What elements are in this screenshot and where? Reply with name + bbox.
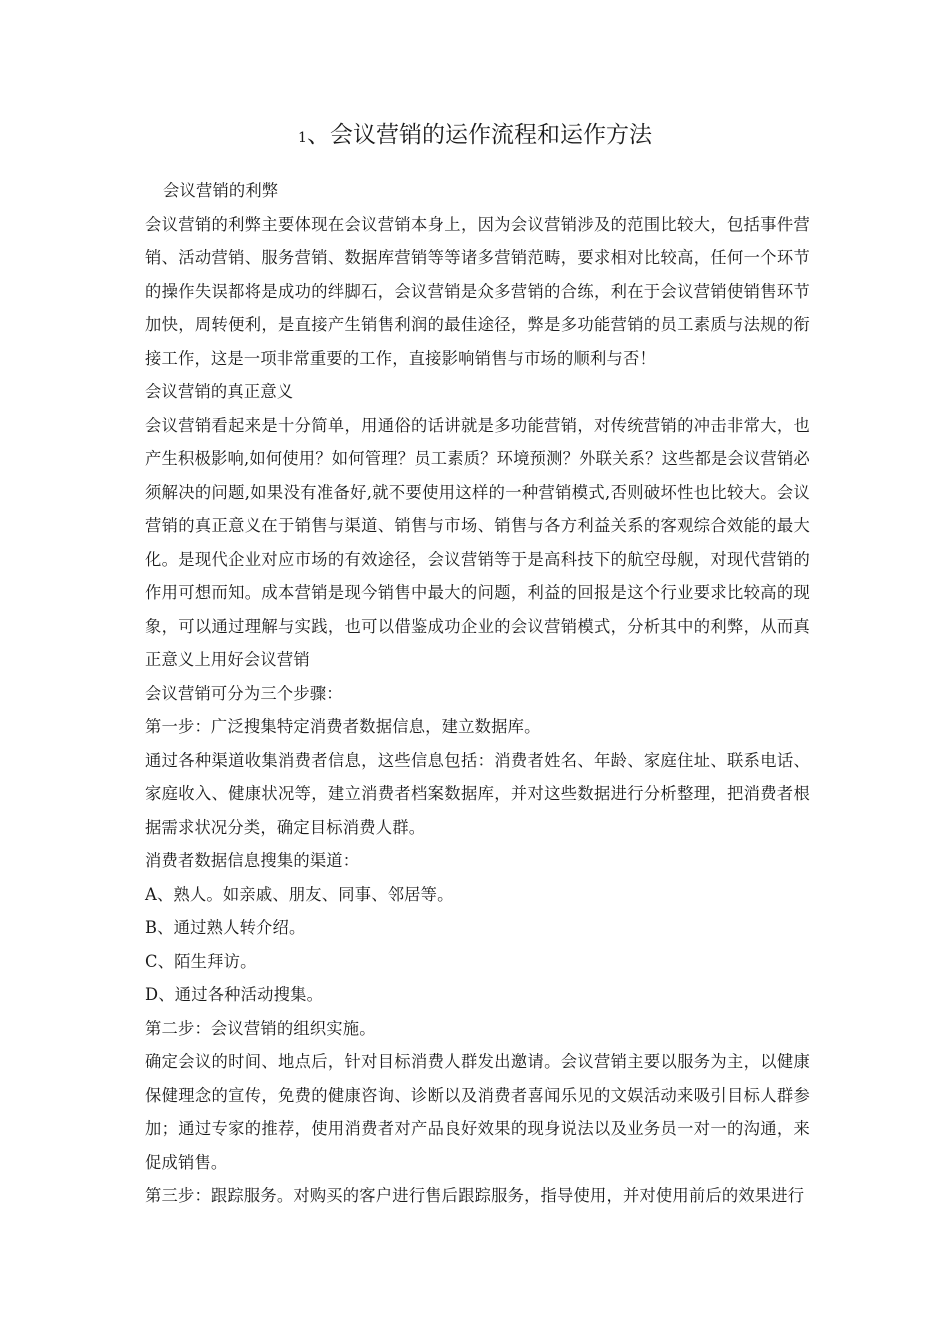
section-heading-pros-cons: 会议营销的利弊 [163, 181, 279, 200]
step-one-heading: 第一步：广泛搜集特定消费者数据信息，建立数据库。 [145, 717, 541, 736]
document-body [145, 174, 810, 1213]
paragraph-pros-cons: 会议营销的利弊主要体现在会议营销本身上，因为会议营销涉及的范围比较大，包括事件营销、活动营销、服务营销、数据库营销等等诸多营销范畴，要求相对比较高，任何一个环节的操作失误都将是成功的绊脚石，会议营销是众多营销的合练，利在于会议营销使销售环节加快，周转便利，是直接产生销售利润的最佳途径，弊是多功能营销的员工素质与法规的衔接工作，这是一项非常重要的工作，直接影响销售与市场的顺利与否！ [145, 214, 810, 368]
title-number: 1 [298, 130, 307, 146]
document-title [0, 118, 950, 155]
list-item-channel-d: D、通过各种活动搜集。 [145, 985, 324, 1004]
paragraph-three-steps-intro: 会议营销可分为三个步骤： [145, 683, 343, 703]
paragraph-step-two: 确定会议的时间、地点后，针对目标消费人群发出邀请。会议营销主要以服务为主，以健康保健理念的宣传，免费的健康咨询、诊断以及消费者喜闻乐见的文娱活动来吸引目标人群参加；通过专家的推荐，使用消费者对产品良好效果的现身说法以及业务员一对一的沟通，来促成销售。 [145, 1052, 810, 1172]
step-two-heading: 第二步：会议营销的组织实施。 [145, 1018, 376, 1038]
paragraph-channels-intro: 消费者数据信息搜集的渠道： [145, 851, 360, 870]
list-item-channel-c: C、陌生拜访。 [145, 951, 257, 971]
paragraph-step-one: 通过各种渠道收集消费者信息，这些信息包括：消费者姓名、年龄、家庭住址、联系电话、家庭收入、健康状况等，建立消费者档案数据库，并对这些数据进行分析整理，把消费者根据需求状况分类，确定目标消费人群。 [145, 750, 810, 837]
section-heading-true-meaning: 会议营销的真正意义 [145, 382, 294, 401]
list-item-channel-a: A、熟人。如亲戚、朋友、同事、邻居等。 [145, 884, 454, 904]
paragraph-step-three: 第三步：跟踪服务。对购买的客户进行售后跟踪服务，指导使用，并对使用前后的效果进行 [145, 1186, 805, 1205]
list-item-channel-b: B、通过熟人转介绍。 [145, 918, 306, 937]
paragraph-true-meaning: 会议营销看起来是十分简单，用通俗的话讲就是多功能营销，对传统营销的冲击非常大，也产生积极影响,如何使用？如何管理？员工素质？环境预测？外联关系？这些都是会议营销必须解决的问题,如果没有准备好,就不要使用这样的一种营销模式,否则破坏性也比较大。会议营销的真正意义在于销售与渠道、销售与市场、销售与各方利益关系的客观综合效能的最大化。是现代企业对应市场的有效途径，会议营销等于是高科技下的航空母舰，对现代营销的作用可想而知。成本营销是现今销售中最大的问题，利益的回报是这个行业要求比较高的现象，可以通过理解与实践，也可以借鉴成功企业的会议营销模式，分析其中的利弊，从而真正意义上用好会议营销 [145, 415, 810, 669]
title-text: 、会议营销的运作流程和运作方法 [306, 122, 652, 148]
